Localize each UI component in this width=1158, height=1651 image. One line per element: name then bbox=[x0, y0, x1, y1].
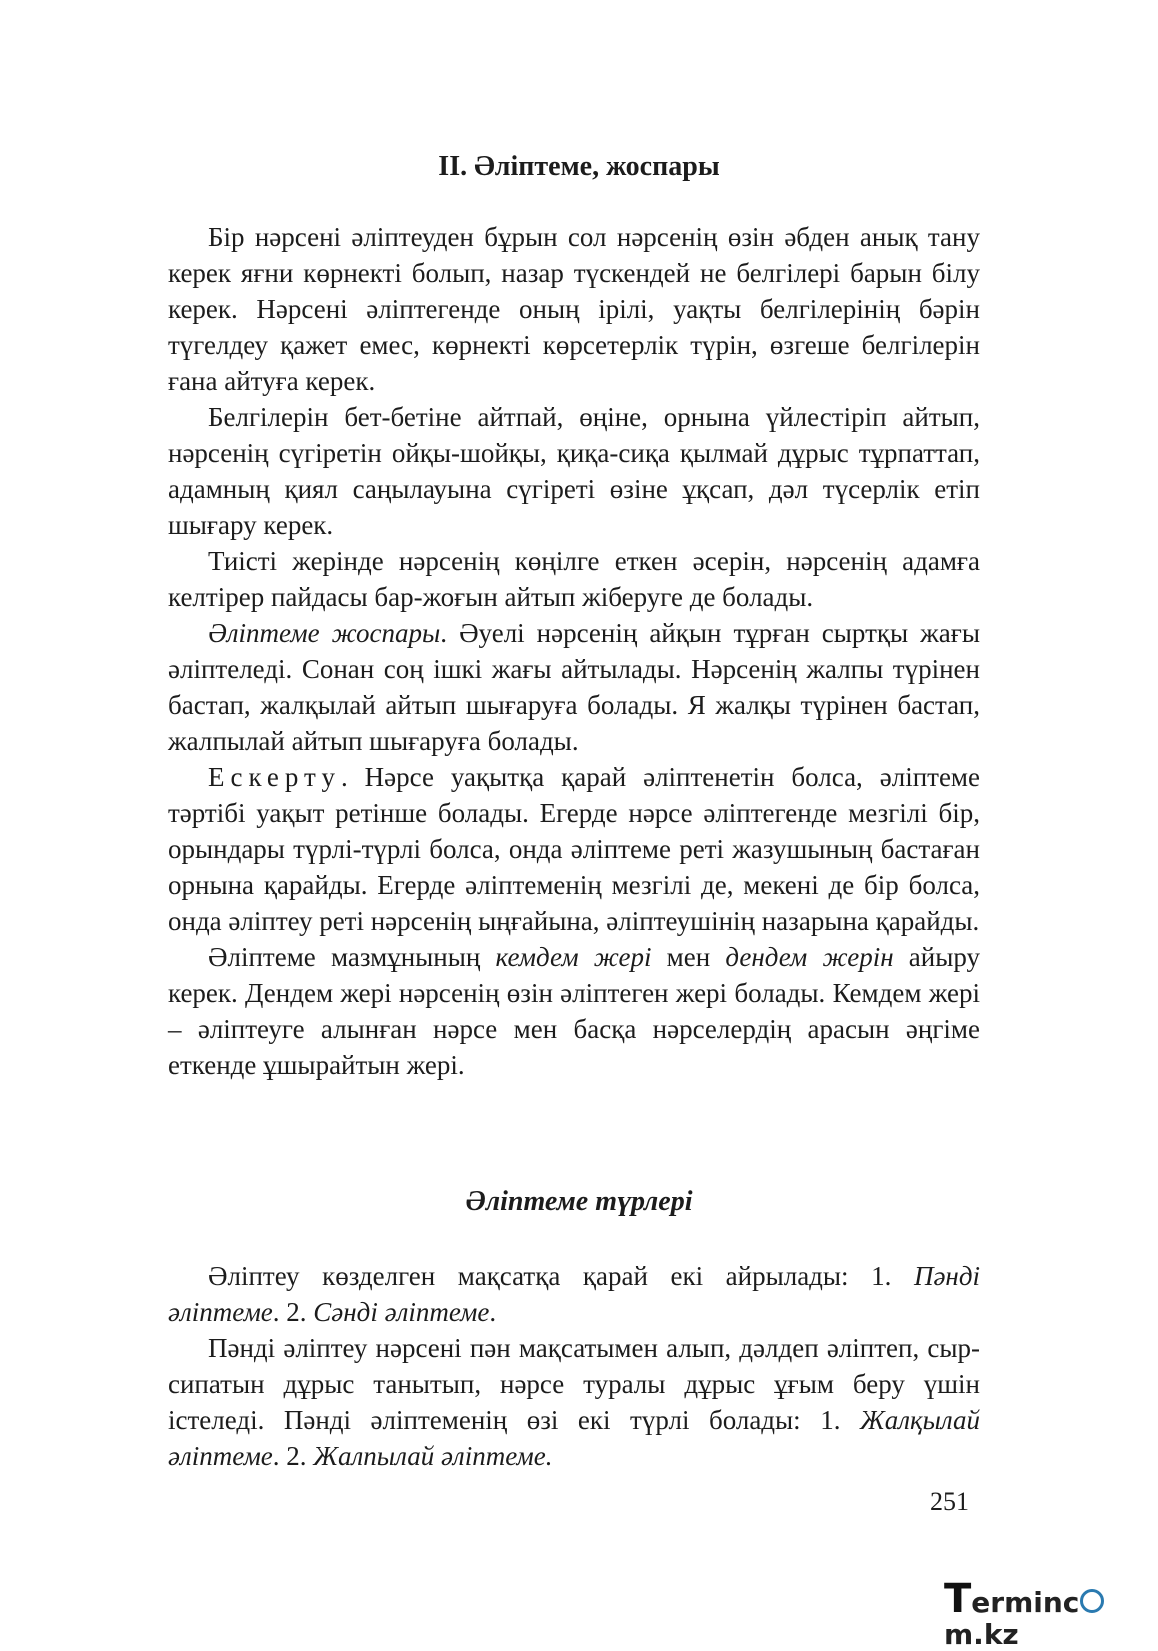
term-zhalpylai-elipteme: Жалпылай әліптеме. bbox=[313, 1441, 553, 1471]
paragraph-4-text: . Әуелі нәрсенің айқын тұрған сыртқы жағы әліптеледі. Сонан соң ішкі жағы айтылады. Нәрсенің жалпы түрінен бастап, жалқылай айтып шығаруға болады. Я жалқы түрінен бастап, жалпылай айтып шығаруға болады. bbox=[168, 618, 980, 756]
watermark-t: T bbox=[944, 1576, 972, 1622]
paragraph-6-text-a: Әліптеме мазмұнының bbox=[208, 942, 496, 972]
term-elipteme-zhospary: Әліптеме жоспары bbox=[208, 618, 441, 648]
term-dendem-zherin: дендем жерін bbox=[725, 942, 894, 972]
paragraph-4 bbox=[168, 615, 980, 759]
paragraph-8 bbox=[168, 1330, 980, 1474]
paragraph-5 bbox=[168, 759, 980, 939]
paragraph-2: Белгілерін бет-бетіне айтпай, өңіне, орнына үйлестіріп айтып, нәрсенің сүгіретін ойқы-шойқы, қиқа-сиқа қылмай дұрыс тұрпаттап, адамның қиял саңылауына сүгіреті өзіне ұқсап, дәл түсерлік етіп шығару керек. bbox=[168, 402, 980, 540]
paragraph-7-text-a: Әліптеу көзделген мақсатқа қарай екі айрылады: 1. bbox=[208, 1261, 914, 1291]
paragraph-7-text-c: . 2. bbox=[272, 1297, 314, 1327]
body-text-section-1 bbox=[168, 219, 980, 1083]
section-heading: II. Әліптеме, жоспары bbox=[438, 151, 720, 182]
term-zhalkylai-elipteme: Жалқылай әліптеме bbox=[168, 1405, 980, 1471]
page-number: 251 bbox=[930, 1487, 969, 1516]
paragraph-8-text-a: Пәнді әліптеу нәрсені пән мақсатымен алып, дәлдеп әліптеп, сыр-сипатын дұрыс танытып, нәрсе туралы дұрыс ұғым беру үшін істеледі. Пәнді әліптеменің өзі екі түрлі болады: 1. bbox=[168, 1333, 980, 1435]
paragraph-6-text-c: мен bbox=[651, 942, 726, 972]
paragraph-7-text-e: . bbox=[489, 1297, 497, 1327]
term-pandi-elipteme: Пәнді әліптеме bbox=[168, 1261, 980, 1327]
paragraph-1: Бір нәрсені әліптеуден бұрын сол нәрсенің өзін әбден анық тану керек яғни көрнекті болып, назар түскендей не белгілері барын білу керек. Нәрсені әліптегенде оның ірілі, уақты белгілерінің бәрін түгелдеу қажет емес, көрнекті көрсетерлік түрін, өзгеше белгілерін ғана айтуға керек. bbox=[168, 222, 980, 396]
term-kemdem-zheri: кемдем жері bbox=[495, 942, 652, 972]
paragraph-8-text-c: . 2. bbox=[272, 1441, 314, 1471]
paragraph-7 bbox=[168, 1258, 980, 1330]
paragraph-3: Тиісті жерінде нәрсенің көңілге еткен әсерін, нәрсенің адамға келтірер пайдасы бар-жоғын айтып жіберуге де болады. bbox=[168, 546, 980, 612]
note-label: Ескерту bbox=[208, 762, 341, 792]
body-text-section-2 bbox=[168, 1258, 980, 1474]
paragraph-6-text-e: айыру керек. Дендем жері нәрсенің өзін әліптеген жері болады. Кемдем жері – әліптеуге алынған нәрсе мен басқа нәрселердің арасын әңгіме еткенде ұшырайтын жері. bbox=[168, 942, 980, 1080]
subsection-heading: Әліптеме түрлері bbox=[465, 1186, 693, 1217]
watermark-text-1: erminc bbox=[971, 1586, 1080, 1619]
ring-icon bbox=[1080, 1589, 1104, 1613]
paragraph-6 bbox=[168, 939, 980, 1083]
paragraph-5-text: . Нәрсе уақытқа қарай әліптенетін болса, әліптеме тәртібі уақыт ретінше болады. Егерде нәрсе әліптегенде мезгілі бір, орындары түрлі-түрлі болса, онда әліптеме реті жазушының бастаған орнына қарайды. Егерде әліптеменің мезгілі де, мекені де бір болса, онда әліптеу реті нәрсенің ыңғайына, әліптеушінің назарына қарайды. bbox=[168, 762, 980, 936]
termincom-watermark-logo bbox=[944, 1576, 1158, 1651]
watermark-text-2: m.kz bbox=[944, 1618, 1019, 1651]
term-sandi-elipteme: Сәнді әліптеме bbox=[313, 1297, 490, 1327]
